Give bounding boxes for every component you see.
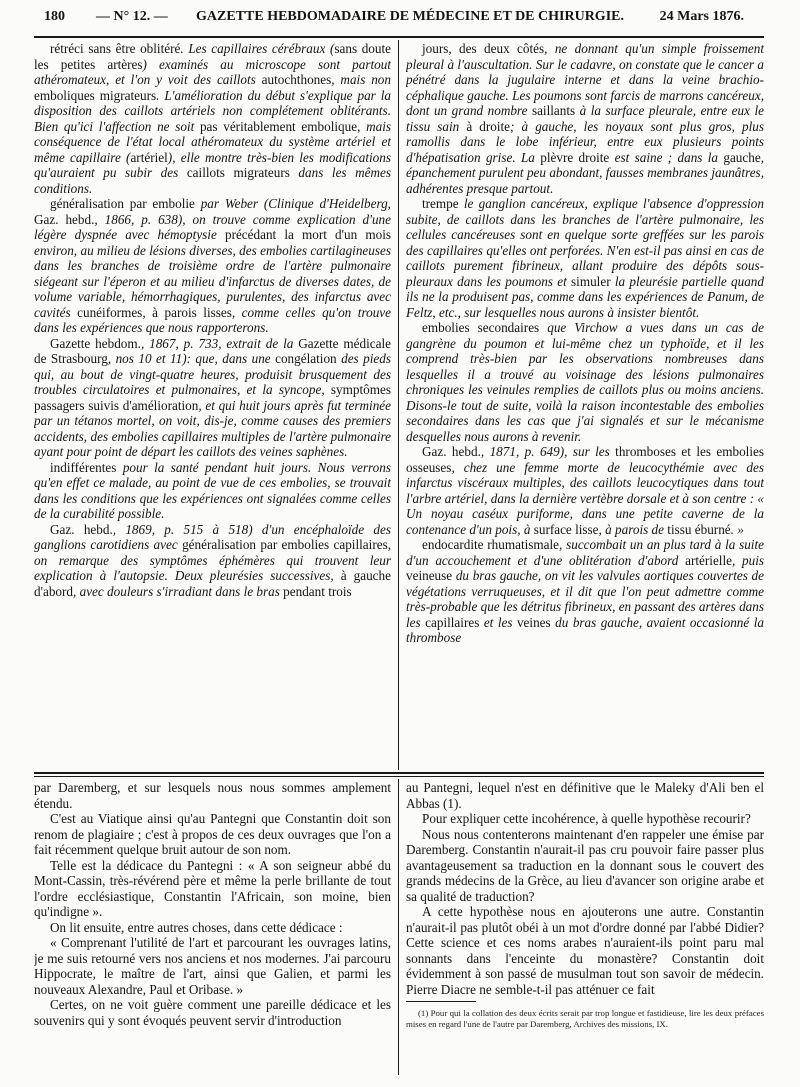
- text-run: plèvre droite: [540, 149, 610, 165]
- text-run: gauche: [723, 149, 761, 165]
- text-run: Nous nous contenterons maintenant d'en rappeler une émise par Daremberg. Constantin n'aurait-il pas cru pouvoir faire passer plus avantageusement sa traduction en la donnant sous le couvert des grands médecins de la Grèce, au lieu d'avancer son origine arabe et sa qualité de traduction?: [406, 826, 764, 904]
- paragraph: [34, 196, 391, 336]
- page-header: [44, 3, 744, 33]
- text-run: indifférentes: [50, 459, 117, 475]
- italic-run: des pieds qui, au bout de vingt-quatre heures, produisit brusquement des troubles circulatoires et pulmonaires, et la syncope,: [34, 351, 391, 397]
- section-rule-top: [34, 772, 764, 774]
- text-run: saillants: [531, 103, 576, 118]
- paragraph: [34, 935, 391, 997]
- text-run: au Pantegni, lequel n'est en définitive que le Maleky d'Ali ben el Abbas (1).: [406, 780, 764, 811]
- text-run: Telle est la dédicace du Pantegni : « A son seigneur abbé du Mont-Cassin, très-révérend père et même la perle brillante de tout l'ordre ecclésiastique, Constantin l'Africain, son moine, bien qu'indigne ».: [34, 857, 391, 919]
- paragraph: [34, 460, 391, 522]
- paragraph: [34, 522, 391, 600]
- text-run: simuler: [571, 273, 611, 289]
- text-run: cunéiformes: [77, 304, 143, 320]
- text-run: jours, des deux côtés: [422, 41, 545, 56]
- journal-title: GAZETTE HEBDOMADAIRE DE MÉDECINE ET DE CHIRURGIE.: [196, 9, 624, 24]
- paragraph: [34, 336, 391, 460]
- italic-run: , nos 10 et 11): que, dans une: [107, 351, 276, 366]
- italic-run: , comme celles qu'on trouve dans les expériences que nous rapporterons.: [34, 304, 391, 335]
- lower-right-column: [406, 780, 764, 1080]
- issue-number: — N° 12. —: [96, 9, 168, 24]
- italic-run: , mais conséquence de l'état local athéromateux du système artériel et même capillaire (: [34, 118, 391, 165]
- text-run: autochthones: [261, 72, 332, 87]
- text-run: On lit ensuite, entre autres choses, dans cette dédicace :: [50, 919, 343, 935]
- italic-run: . Les capillaires cérébraux (: [180, 41, 335, 56]
- paragraph: [406, 537, 764, 646]
- italic-run: ,: [142, 304, 153, 320]
- italic-run: , mais non: [331, 72, 391, 87]
- text-run: « Comprenant l'utilité de l'art et parcourant les ouvrages latins, je me suis retourné vers nos anciens et nos modernes. J'ai parcouru Hippocrate, le maître de l'art, ainsi que Galien, et parmi les nouveaux Alexandre, Paul et Oribase. »: [34, 935, 391, 997]
- text-run: pendant trois: [283, 583, 352, 599]
- paragraph: [34, 811, 391, 858]
- italic-run: , à parois de: [598, 521, 668, 537]
- upper-left-column: [34, 41, 391, 769]
- text-run: Gaz. hebd.: [50, 521, 113, 537]
- text-run: capillaires: [425, 614, 480, 630]
- text-run: sans doute les petites artères: [34, 41, 391, 72]
- paragraph: [406, 827, 764, 905]
- text-run: endocardite rhumatismale: [422, 537, 560, 552]
- italic-run: par Weber (Clinique d'Heidelberg,: [194, 196, 391, 211]
- italic-run: ) examinés au microscope sont partout athéromateux, et l'on y voit des caillots: [34, 56, 391, 87]
- italic-run: la pleurésie partielle quand ils ne la produisent pas, comme dans les expériences de Panum, de Feltz, etc., sur lesquelles nous aurons à insister bientôt.: [406, 273, 764, 320]
- text-run: symptômes passagers suivis d'amélioration: [34, 382, 391, 413]
- paragraph: [406, 41, 764, 196]
- italic-run: . L'amélioration du début s'explique par la disposition des caillots artériels non complétement oblitérants. Bien qu'ici l'affection ne soit: [34, 87, 391, 134]
- text-run: congélation: [275, 351, 337, 366]
- italic-run: que Virchow a vues dans un cas de gangrène du poumon et lui-même chez un typhoïde, et il les comprend très-bien par les observations nombreuses dans lesquelles il a trouvé au voisinage des lésions pulmonaires chroniques les veinules remplies de caillots plus ou moins anciens. Disons-le tout de suite, voilà la raison incontestable des embolies secondaires dans les cas que j'ai signalés et sur le mécanisme desquelles nous aurons à revenir.: [406, 320, 764, 444]
- text-run: artérielle: [685, 552, 732, 568]
- text-run: tissu éburné: [667, 521, 731, 537]
- paragraph: [406, 444, 764, 537]
- paragraph: [406, 780, 764, 811]
- italic-run: est saine ; dans la: [609, 149, 724, 165]
- lower-column-divider: [398, 779, 399, 1075]
- paragraph: [34, 780, 391, 811]
- text-run: trempe: [422, 196, 459, 211]
- italic-run: , épanchement purulent peu abondant, fausses membranes jaunâtres, adhérentes presque partout.: [406, 149, 764, 196]
- text-run: emboliques migrateurs: [34, 87, 157, 103]
- italic-run: , 1866, p. 638), on trouve comme explication d'une légère dyspnée avec hémoptysie: [34, 211, 391, 242]
- text-run: veines: [516, 614, 551, 630]
- footnote: (1) Pour qui la collation des deux écrits serait par trop longue et fastidieuse, lire les deux préfaces mises en regard l'une de l'autre par Daremberg, Archives des missions, IX.: [406, 1008, 764, 1029]
- section-rule-bottom: [34, 776, 764, 777]
- italic-run: , avec douleurs s'irradiant dans le bras: [73, 583, 284, 599]
- text-run: Certes, on ne voit guère comment une pareille dédicace et les souvenirs qui y sont évoqués peuvent servir d'introduction: [34, 997, 391, 1028]
- paragraph: [406, 320, 764, 444]
- italic-run: ; à gauche, les noyaux sont plus gros, plus ramollis dans le lobe inférieur, entre eux plusieurs points d'hépatisation grise. La: [406, 118, 764, 165]
- italic-run: , puis: [731, 552, 764, 568]
- italic-run: , ne donnant qu'un simple froissement pleural à l'auscultation. Sur le cadavre, on constate que le cancer a pénétré dans la jugulaire interne et dans la veine brachio-céphalique gauche. Les poumons sont farcis de marrons cancéreux, dont un grand nombre: [406, 41, 764, 118]
- italic-run: , 1871, p. 649), sur les: [480, 444, 616, 459]
- italic-run: , on remarque des symptômes éphémères qui trouvent leur explication à l'autopsie. Deux pleurésies successives,: [34, 537, 391, 583]
- italic-run: . »: [730, 521, 744, 537]
- paragraph: [406, 904, 764, 997]
- text-run: C'est au Viatique ainsi qu'au Pantegni que Constantin doit son renom de plagiaire ; c'est à propos de ces deux ouvrages que l'on a fait récemment quelque bruit autour de son nom.: [34, 811, 391, 857]
- page-number: 180: [44, 9, 65, 24]
- text-run: surface lisse: [533, 521, 599, 537]
- italic-run: dans les mêmes conditions.: [34, 165, 391, 196]
- text-run: à parois lisses: [152, 304, 232, 320]
- paragraph: [34, 858, 391, 920]
- column-divider: [398, 40, 399, 770]
- italic-run: , succombait un an plus tard à la suite d'un accouchement et d'une oblitération d'abord: [406, 537, 764, 568]
- text-run: précédant la mort d'un mois: [224, 227, 391, 242]
- header-rule: [34, 36, 764, 38]
- paragraph: [34, 997, 391, 1028]
- footnote-rule: [406, 1001, 476, 1002]
- italic-run: pour la santé pendant huit jours. Nous verrons qu'en effet ce malade, au point de vue de ces embolies, se trouvait dans les conditions que les expériences ont signalées comme celles de la curabilité possible.: [34, 459, 391, 521]
- text-run: à droite: [466, 118, 511, 134]
- text-run: Gaz. hebd.: [422, 444, 481, 459]
- text-run: rétréci sans être oblitéré: [50, 41, 181, 56]
- text-run: embolies secondaires: [422, 320, 540, 335]
- paragraph: [34, 920, 391, 936]
- italic-run: du bras gauche, on vit les valvules aortiques couvertes de végétations verruqueuses, et il dit que l'on peut admettre comme très-probable que les détritus fibrineux, en passant des artères dans les: [406, 568, 764, 630]
- text-run: par Daremberg, et sur lesquels nous nous sommes amplement étendu.: [34, 780, 391, 811]
- paragraph: [406, 811, 764, 827]
- text-run: Gazette médicale de Strasbourg: [34, 335, 391, 366]
- italic-run: ), elle montre très-bien les modifications qu'auraient pu subir des: [34, 149, 391, 180]
- lower-left-column: [34, 780, 391, 1080]
- text-run: A cette hypothèse nous en ajouterons une autre. Constantin n'aurait-il pas plutôt obéi à un mot d'ordre donné par l'abbé Didier? Cette science et ces noms arabes n'auraient-ils point paru mal sonnants dans l'enceinte du monastère? Constantin doit évidemment à son passé de musulman tout son savoir de médecin. Pierre Diacre ne semble-t-il pas atténuer ce fait: [406, 904, 764, 997]
- italic-run: , 1869, p. 515 à 518) d'un encéphaloïde des ganglions carotidiens avec: [34, 521, 391, 552]
- text-run: généralisation par embolies capillaires: [182, 537, 388, 552]
- text-run: veineuse: [406, 568, 453, 583]
- text-run: généralisation par embolie: [50, 196, 195, 211]
- text-run: à gauche d'abord: [34, 568, 391, 599]
- text-run: Gazette hebdom.: [50, 335, 141, 351]
- italic-run: le ganglion cancéreux, explique l'absence d'oppression subite, de caillots dans les branches de l'artère pulmonaire, les cellules cancéreuses sont en quelque sorte greffées sur les parois des capillaires qu'elles ont perforées. N'en est-il pas ainsi en cas de caillots purement fibrineux, allant produire des dépôts sous-pleuraux dans les poumons et: [406, 196, 764, 289]
- text-run: Gaz. hebd.: [34, 211, 95, 227]
- italic-run: , 1867, p. 733, extrait de la: [140, 335, 299, 351]
- italic-run: et les: [479, 614, 517, 630]
- upper-right-column: [406, 41, 764, 769]
- text-run: Pour expliquer cette incohérence, à quelle hypothèse recourir?: [422, 811, 751, 826]
- italic-run: environ, au milieu de lésions diverses, des embolies cartilagineuses dans les branches de troisième ordre de l'artère pulmonaire siégeant sur l'éperon et au milieu d'infarctus de diverses dates, de volume variable, hémorrhagiques, purulentes, des infarctus avec cavités: [34, 242, 391, 320]
- paragraph: [406, 196, 764, 320]
- italic-run: , chez une femme morte de leucocythémie avec des infarctus viscéraux multiples, des caillots leucocytiques dans tout l'arbre artériel, dans la dernière vertèbre dorsale et à son centre : « Un noyau caséux puriforme, dans une petite caverne de la contenance d'un pois, à: [406, 459, 764, 537]
- text-run: artériel: [130, 149, 168, 165]
- italic-run: du bras gauche, avaient occasionné la thrombose: [406, 614, 764, 645]
- issue-date: 24 Mars 1876.: [659, 9, 744, 24]
- paragraph: [34, 41, 391, 196]
- text-run: caillots migrateurs: [186, 165, 290, 180]
- text-run: thromboses et les embolies osseuses: [406, 444, 764, 475]
- italic-run: à la surface pleurale, entre eux le tissu sain: [406, 103, 764, 134]
- text-run: pas véritablement embolique: [199, 118, 358, 134]
- italic-run: , et qui huit jours après fut terminée par un tétanos mortel, on voit, dis-je, comme causes des premiers accidents, des embolies capillaires multiples de l'artère pulmonaire ayant pour point de départ les caillots des veines saphènes.: [34, 397, 391, 459]
